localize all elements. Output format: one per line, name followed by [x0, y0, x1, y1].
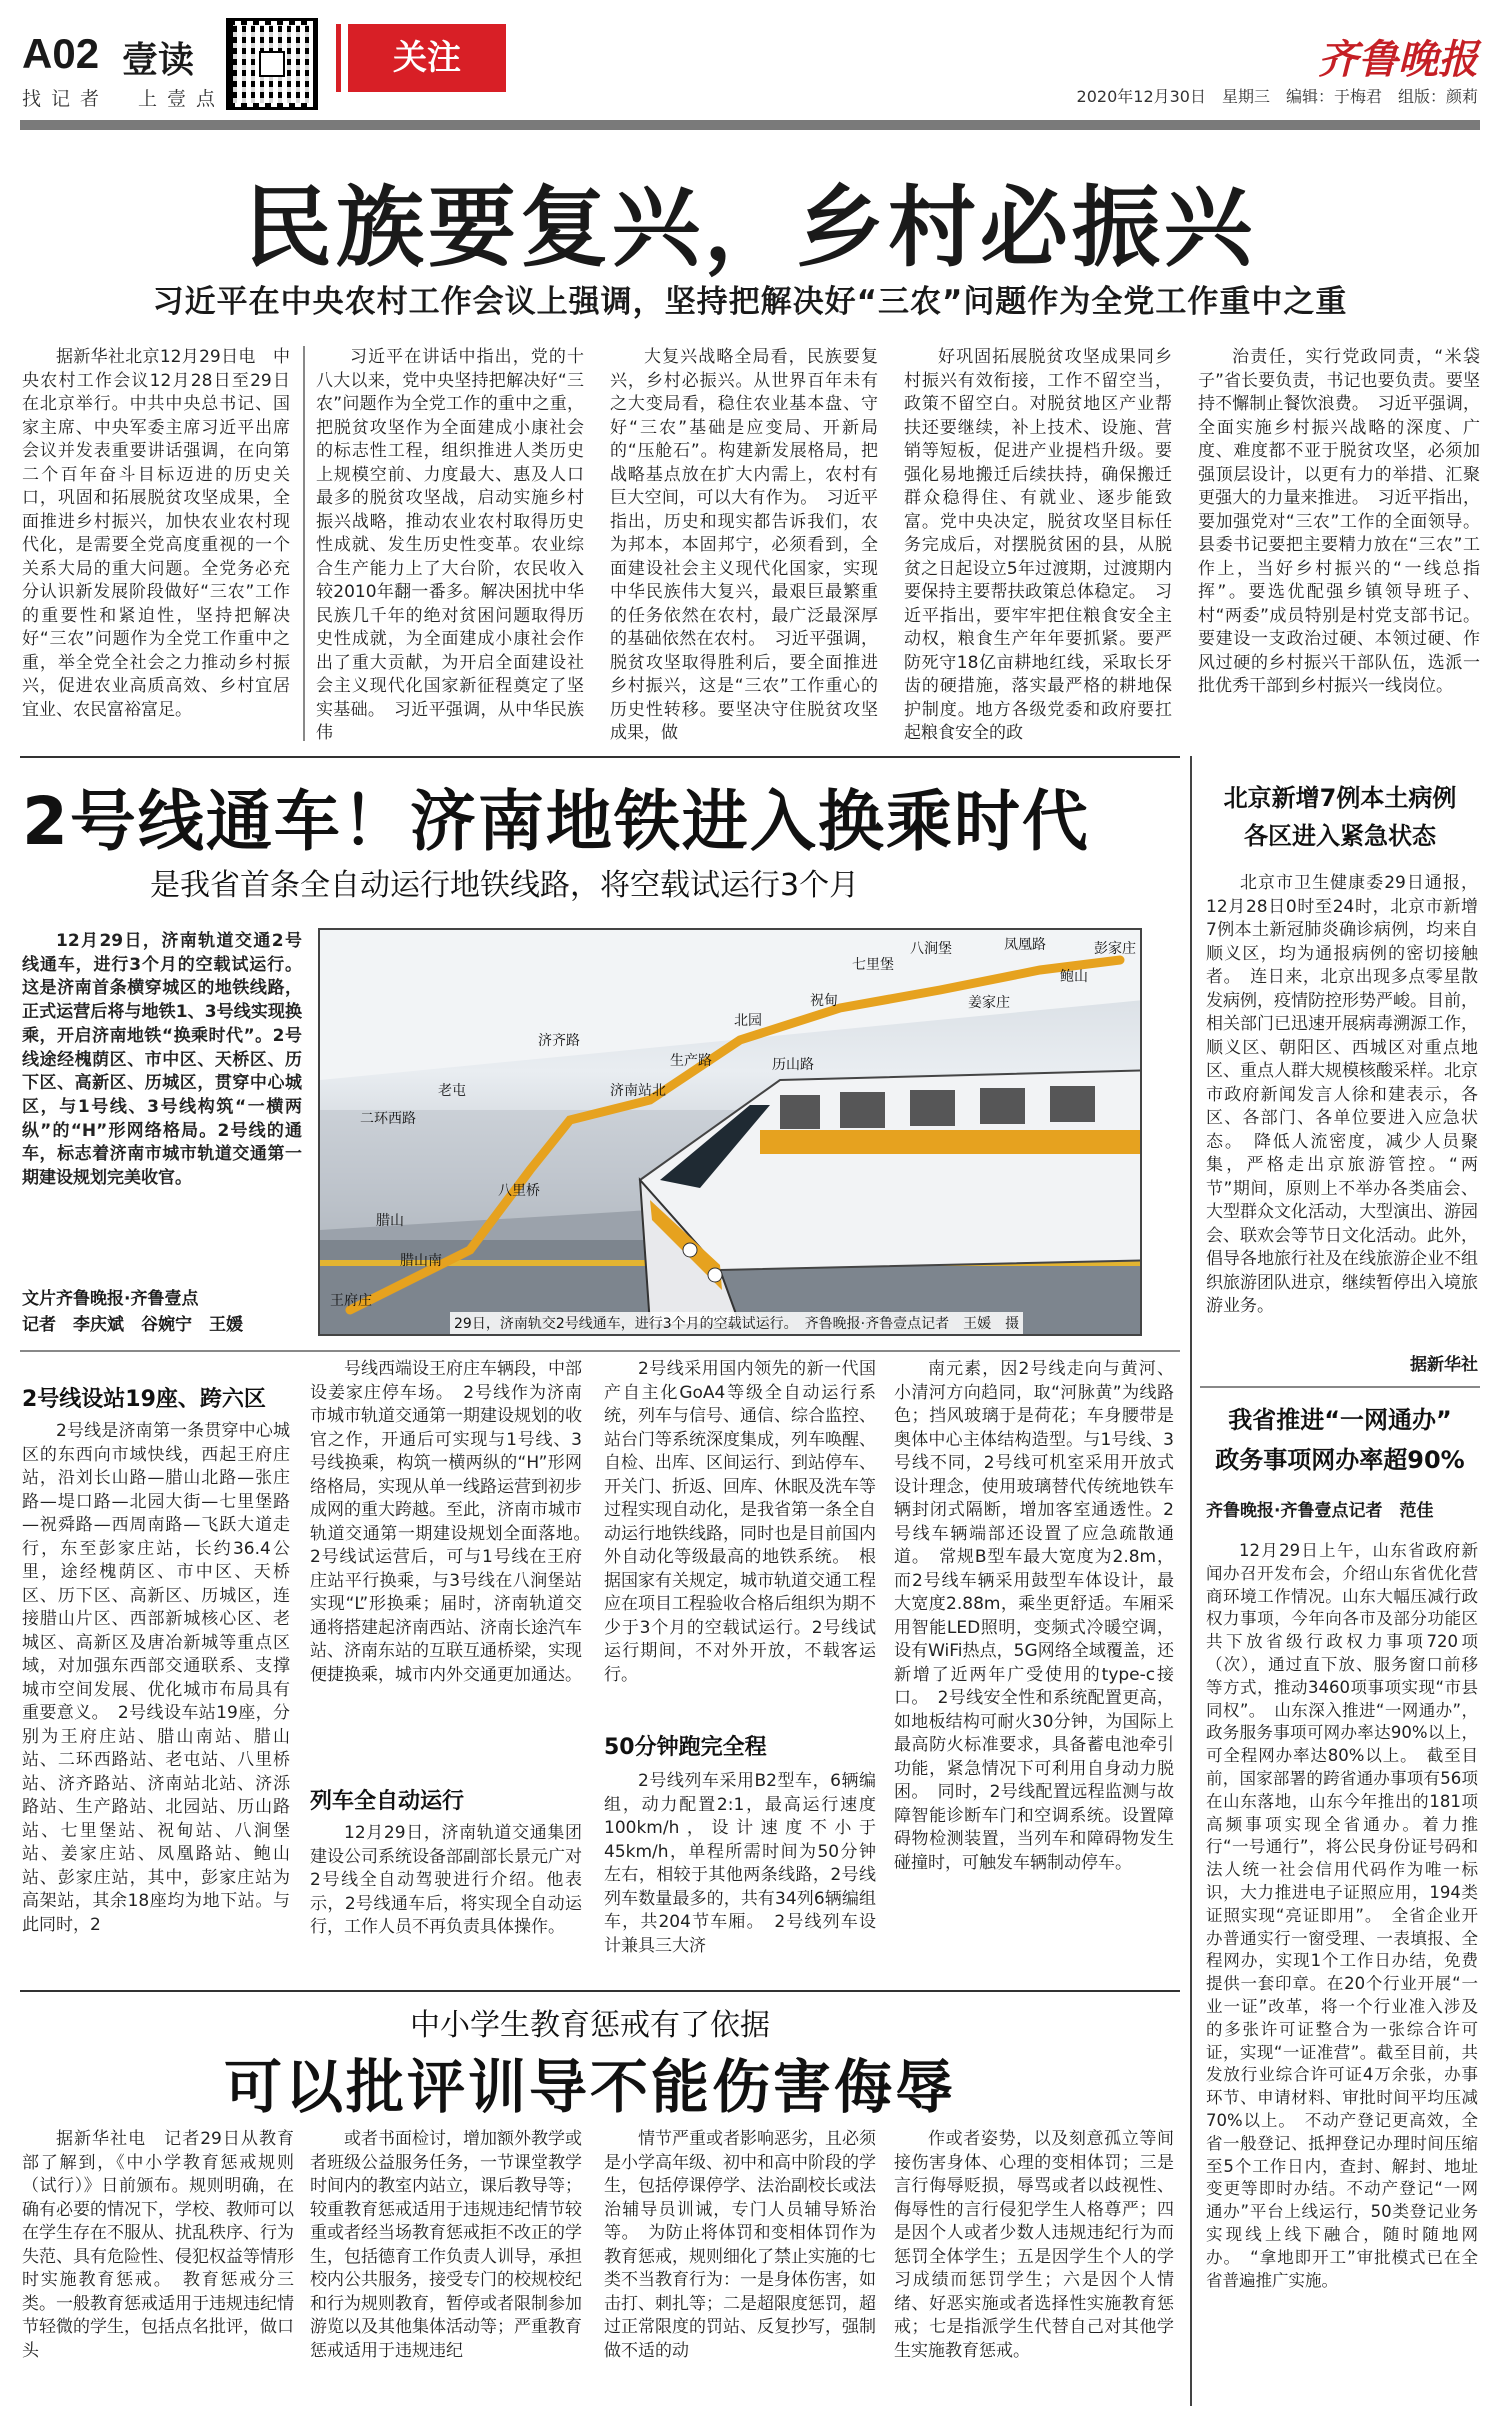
a2-lead: 12月29日，济南轨道交通2号线通车，进行3个月的空载试运行。这是济南首条横穿城区的地铁线路，正式运营后将与地铁1、3号线实现换乘，开启济南地铁“换乘时代”。2号线途经槐荫区、市中区、天桥区、历下区、高新区、历城区，贯穿中心城区，与1号线、3号线构筑“一横两纵”的“H”形网络格局。2号线的通车，标志着济南市城市轨道交通第一期建设规划完美收官。 [22, 931, 302, 1189]
metro-photo-map [318, 928, 1142, 1336]
section-rule [20, 756, 1180, 758]
sidebar-divider [1190, 756, 1192, 2406]
a1-column-2: 习近平在讲话中指出，党的十八大以来，党中央坚持把解决好“三农”问题作为全党工作的重中之重，把脱贫攻坚作为全面建成小康社会的标志性工程，组织推进人类历史上规模空前、力度最大、惠及人口最多的脱贫攻坚战，启动实施乡村振兴战略，推动农业农村取得历史性成就、发生历史性变革。农业综合生产能力上了大台阶，农民收入较2010年翻一番多。解决困扰中华民族几千年的绝对贫困问题取得历史性成就，为全面建成小康社会作出了重大贡献，为开启全面建设社会主义现代化国家新征程奠定了坚实基础。 习近平强调，从中华民族伟 [316, 347, 584, 743]
a3-kicker: 中小学生教育惩戒有了依据 [410, 2008, 770, 2043]
side1-title-line-1: 北京新增7例本土病例 [1223, 784, 1457, 812]
station-label: 老屯 [438, 1083, 466, 1099]
page-number: A02 [22, 30, 100, 77]
a2-title: 2号线通车！济南地铁进入换乘时代 [22, 783, 1090, 860]
side2-title-line-2: 政务事项网办率超90% [1215, 1446, 1465, 1474]
a2-subhead-2: 列车全自动运行 [310, 1789, 465, 1814]
a2-subhead-3: 50分钟跑完全程 [604, 1735, 767, 1760]
a2-column-1: 2号线是济南第一条贯穿中心城区的东西向市域快线，西起王府庄站，沿刘长山路—腊山北路—张庄路—堤口路—北园大街—七里堡路—祝舜路—西周南路—飞跃大道走行，东至彭家庄站，长约36.4公里，途经槐荫区、市中区、天桥区、历下区、高新区、历城区，连接腊山片区、西部新城核心区、老城区、高新区及唐冶新城等重点区域，对加强东西部交通联系、支撑城市空间发展、优化城市布局具有重要意义。 2号线设车站19座，分别为王府庄站、腊山南站、腊山站、二环西路站、老屯站、八里桥站、济齐路站、济南站北站、济泺路站、生产路站、北园站、历山路站、七里堡站、祝甸站、八涧堡站、姜家庄站、凤凰路站、鲍山站、彭家庄站，其中，彭家庄站为高架站，其余18座均为地下站。与此同时，2 [22, 1421, 290, 1935]
column-divider [303, 346, 305, 741]
a2-column-3b: 2号线列车采用B2型车，6辆编组，动力配置2:1，最高运行速度100km/h，设计速度不小于45km/h，单程所需时间为50分钟左右，相较于其他两条线路，2号线列车数量最多的，共有34列6辆编组车，共204节车厢。 2号线列车设计兼具三大济 [604, 1771, 876, 1956]
a2-subtitle: 是我省首条全自动运行地铁线路，将空载试运行3个月 [150, 868, 860, 903]
tag-divider [336, 24, 341, 92]
station-label: 七里堡 [852, 957, 894, 973]
a1-column-1: 据新华社北京12月29日电 中央农村工作会议12月28日至29日在北京举行。中共中央总书记、国家主席、中央军委主席习近平出席会议并发表重要讲话强调，在向第二个百年奋斗目标迈进的历史关口，巩固和拓展脱贫攻坚成果，全面推进乡村振兴，加快农业农村现代化，是需要全党高度重视的一个关系大局的重大问题。全党务必充分认识新发展阶段做好“三农”工作的重要性和紧迫性，坚持把解决好“三农”问题作为全党工作重中之重，举全党全社会之力推动乡村振兴，促进农业高质高效、乡村宜居宜业、农民富裕富足。 [22, 347, 290, 720]
side1-credit: 据新华社 [1410, 1355, 1478, 1375]
station-label: 姜家庄 [968, 995, 1010, 1011]
a1-column-5: 治责任，实行党政同责，“米袋子”省长要负责，书记也要负责。要坚持不懈制止餐饮浪费。 习近平强调，全面实施乡村振兴战略的深度、广度、难度都不亚于脱贫攻坚，必须加强顶层设计，以更有力的举措、汇聚更强大的力量来推进。 习近平指出，要加强党对“三农”工作的全面领导。县委书记要把主要精力放在“三农”工作上，当好乡村振兴的“一线总指挥”。要选优配强乡镇领导班子、村“两委”成员特别是村党支部书记。要建设一支政治过硬、本领过硬、作风过硬的乡村振兴干部队伍，选派一批优秀干部到乡村振兴一线岗位。 [1198, 347, 1480, 696]
a2-column-4: 南元素，因2号线走向与黄河、小清河方向趋同，取“河脉黄”为线路色；挡风玻璃于是荷花；车身腰带是奥体中心主体结构造型。与1号线、3号线不同，2号线可机室采用开放式设计理念，使用玻璃替代传统地铁车辆封闭式隔断，增加客室通透性。2号线车辆端部还设置了应急疏散通道。 常规B型车最大宽度为2.8m，而2号线车辆采用鼓型车体设计，最大宽度2.88m，乘坐更舒适。车厢采用智能LED照明，变频式冷暖空调，设有WiFi热点，5G网络全域覆盖，还新增了近两年广受使用的type-c接口。 2号线安全性和系统配置更高，如地板结构可耐火30分钟，为国际上最高防火标准要求，具备蓄电池牵引功能，紧急情况下可利用自身动力脱困。 同时，2号线配置远程监测与故障智能诊断车门和空调系统。设置障碍物检测装置，当列车和障碍物发生碰撞时，可触发车辆制动停车。 [894, 1359, 1174, 1873]
station-label: 彭家庄 [1094, 941, 1136, 957]
station-label: 北园 [734, 1013, 762, 1029]
station-label: 八涧堡 [910, 941, 952, 957]
a3-column-1: 据新华社电 记者29日从教育部了解到，《中小学教育惩戒规则（试行）》日前颁布。规则明确，在确有必要的情况下，学校、教师可以在学生存在不服从、扰乱秩序、行为失范、具有危险性、侵犯权益等情形时实施教育惩戒。 教育惩戒分三类。一般教育惩戒适用于违规违纪情节轻微的学生，包括点名批评，做口头 [22, 2129, 294, 2361]
a2-column-2b: 12月29日，济南轨道交通集团建设公司系统设备部副部长景元广对2号线全自动驾驶进行介绍。他表示，2号线通车后，将实现全自动运行，工作人员不再负责具体操作。 [310, 1823, 582, 1937]
station-label: 生产路 [670, 1053, 712, 1069]
section-name: 壹读 [122, 40, 195, 81]
section-rule [20, 1990, 1180, 1992]
a1-title: 民族要复兴，乡村必振兴 [243, 176, 1256, 279]
station-label: 鲍山 [1060, 969, 1088, 985]
date-editor-info: 2020年12月30日 星期三 编辑：于梅君 组版：颜莉 [1076, 87, 1478, 106]
station-label: 八里桥 [498, 1183, 540, 1199]
a3-column-3: 情节严重或者影响恶劣，且必须是小学高年级、初中和高中阶段的学生，包括停课停学、法治副校长或法治辅导员训诫，专门人员辅导矫治等。 为防止将体罚和变相体罚作为教育惩戒，规则细化了禁止实施的七类不当教育行为：一是身体伤害，如击打、刺扎等；二是超限度惩罚，超过正常限度的罚站、反复抄写，强制做不适的动 [604, 2129, 876, 2361]
sidebar-rule [1200, 1386, 1480, 1388]
photo-rule [20, 1350, 1180, 1352]
photo-caption: 29日，济南轨交2号线通车，进行3个月的空载试运行。 齐鲁晚报·齐鲁壹点记者 王媛 摄 [450, 1312, 1023, 1334]
side2-body: 12月29日上午，山东省政府新闻办召开发布会，介绍山东省优化营商环境工作情况。山东大幅压减行政权力事项，今年向各市及部分功能区共下放省级行政权力事项720项（次），通过直下放、服务窗口前移等方式，推动3460项事项实现“市县同权”。 山东深入推进“一网通办”，政务服务事项可网办率达90%以上，可全程网办率达80%以上。 截至目前，国家部署的跨省通办事项有56项在山东落地，山东今年推出的181项高频事项实现全省通办。着力推行“一号通行”，将公民身份证号码和法人统一社会信用代码作为唯一标识，大力推进电子证照应用，194类证照实现“亮证即用”。 全省企业开办普通实行一窗受理、一表填报、全程网办，实现1个工作日办结，免费提供一套印章。在20个行业开展“一业一证”改革，将一个行业准入涉及的多张许可证整合为一张综合许可证，实现“一证准营”。截至目前，共发放行业综合许可证4万余张，办事环节、申请材料、审批时间平均压减70%以上。 不动产登记更高效，全省一般登记、抵押登记办理时间压缩至5个工作日内，查封、解封、地址变更等即时办结。不动产登记“一网通办”平台上线运行，50类登记业务实现线上线下融合，随时随地网办。 “拿地即开工”审批模式已在全省普遍推广实施。 [1206, 1541, 1478, 2290]
side2-title-line-1: 我省推进“一网通办” [1228, 1406, 1452, 1434]
station-label: 济齐路 [538, 1033, 580, 1049]
station-label: 济南站北 [610, 1083, 666, 1099]
a2-column-2: 号线西端设王府庄车辆段，中部设姜家庄停车场。 2号线作为济南市城市轨道交通第一期建设规划的收官之作，开通后可实现与1号线、3号线换乘，构筑一横两纵的“H”形网络格局，实现从单一线路运营到初步成网的重大跨越。至此，济南市城市轨道交通第一期建设规划全面落地。 2号线试运营后，可与1号线在王府庄站平行换乘，与3号线在八涧堡站实现“L”形换乘；届时，济南轨道交通将搭建起济南西站、济南长途汽车站、济南东站的互联互通桥梁，实现便捷换乘，城市内外交通更加通达。 [310, 1359, 599, 1685]
a2-subhead-1: 2号线设站19座、跨六区 [22, 1387, 266, 1412]
metro-illustration [320, 930, 1142, 1336]
station-label: 二环西路 [360, 1111, 416, 1127]
header-rule [20, 120, 1480, 130]
station-label: 历山路 [772, 1057, 814, 1073]
a3-title: 可以批评训导不能伤害侮辱 [223, 2053, 956, 2121]
a1-subtitle: 习近平在中央农村工作会议上强调，坚持把解决好“三农”问题作为全党工作重中之重 [152, 284, 1348, 320]
a2-column-3: 2号线采用国内领先的新一代国产自主化GoA4等级全自动运行系统，列车与信号、通信、综合监控、站台门等系统深度集成，列车唤醒、自检、出库、区间运行、到站停车、开关门、折返、回库、休眠及洗车等过程实现自动化，是我省第一条全自动运行地铁线路，同时也是目前国内外自动化等级最高的地铁系统。 根据国家有关规定，城市轨道交通工程应在项目工程验收合格后组织为期不少于3个月的空载试运行。2号线试运行期间，不对外开放，不载客运行。 [604, 1359, 876, 1685]
side1-title-line-2: 各区进入紧急状态 [1244, 822, 1436, 850]
a3-column-4: 作或者姿势，以及刻意孤立等间接伤害身体、心理的变相体罚；三是言行侮辱贬损，辱骂或者以歧视性、侮辱性的言行侵犯学生人格尊严；四是因个人或者少数人违规违纪行为而惩罚全体学生；五是因学生个人的学习成绩而惩罚学生；六是因个人情绪、好恶实施或者选择性实施教育惩戒；七是指派学生代替自己对其他学生实施教育惩戒。 [894, 2129, 1174, 2361]
qr-code-icon[interactable] [226, 18, 318, 110]
side2-byline: 齐鲁晚报·齐鲁壹点记者 范佳 [1206, 1501, 1434, 1521]
station-label: 腊山 [376, 1213, 404, 1229]
station-label: 凤凰路 [1004, 937, 1046, 953]
station-label: 腊山南 [400, 1253, 442, 1269]
station-label: 祝甸 [810, 993, 838, 1009]
section-tag: 关注 [348, 24, 506, 92]
a1-column-3: 大复兴战略全局看，民族要复兴，乡村必振兴。从世界百年未有之大变局看，稳住农业基本盘、守好“三农”基础是应变局、开新局的“压舱石”。构建新发展格局，把战略基点放在扩大内需上，农村有巨大空间，可以大有作为。 习近平指出，历史和现实都告诉我们，农为邦本，本固邦宁，必须看到，全面建设社会主义现代化国家，实现中华民族伟大复兴，最艰巨最繁重的任务依然在农村，最广泛最深厚的基础依然在农村。 习近平强调，脱贫攻坚取得胜利后，要全面推进乡村振兴，这是“三农”工作重心的历史性转移。要坚决守住脱贫攻坚成果，做 [610, 347, 878, 743]
side1-body: 北京市卫生健康委29日通报，12月28日0时至24时，北京市新增7例本土新冠肺炎确诊病例，均来自顺义区，均为通报病例的密切接触者。 连日来，北京出现多点零星散发病例，疫情防控形势严峻。目前，相关部门已迅速开展病毒溯源工作，顺义区、朝阳区、西城区对重点地区、重点人群大规模核酸采样。北京市政府新闻发言人徐和建表示，各区、各部门、各单位要进入应急状态。 降低人流密度，减少人员聚集，严格走出京旅游管控。“两节”期间，原则上不举办各类庙会、大型群众文化活动，大型演出、游园会、联欢会等节日文化活动。此外，倡导各地旅行社及在线旅游企业不组织旅游团队进京，继续暂停出入境旅游业务。 [1206, 873, 1478, 1316]
a1-column-4: 好巩固拓展脱贫攻坚成果同乡村振兴有效衔接，工作不留空当，政策不留空白。对脱贫地区产业帮扶还要继续，补上技术、设施、营销等短板，促进产业提档升级。要强化易地搬迁后续扶持，确保搬迁群众稳得住、有就业、逐步能致富。党中央决定，脱贫攻坚目标任务完成后，对摆脱贫困的县，从脱贫之日起设立5年过渡期，过渡期内要保持主要帮扶政策总体稳定。 习近平指出，要牢牢把住粮食安全主动权，粮食生产年年要抓紧。要严防死守18亿亩耕地红线，采取长牙齿的硬措施，落实最严格的耕地保护制度。地方各级党委和政府要扛起粮食安全的政 [904, 347, 1172, 743]
a2-credit-2: 记者 李庆斌 谷婉宁 王媛 [22, 1315, 243, 1335]
slogan: 找记者 上壹点 [22, 88, 226, 110]
station-label: 王府庄 [330, 1293, 372, 1309]
a3-column-2: 或者书面检讨，增加额外教学或者班级公益服务任务，一节课堂教学时间内的教室内站立，课后教导等；较重教育惩戒适用于违规违纪情节较重或者经当场教育惩戒拒不改正的学生，包括德育工作负责人训导，承担校内公共服务，接受专门的校规校纪和行为规则教育，暂停或者限制参加游览以及其他集体活动等；严重教育惩戒适用于违规违纪 [310, 2129, 582, 2361]
a2-credit-1: 文片齐鲁晚报·齐鲁壹点 [22, 1289, 199, 1309]
brand-logo: 齐鲁晚报 [1318, 36, 1478, 83]
